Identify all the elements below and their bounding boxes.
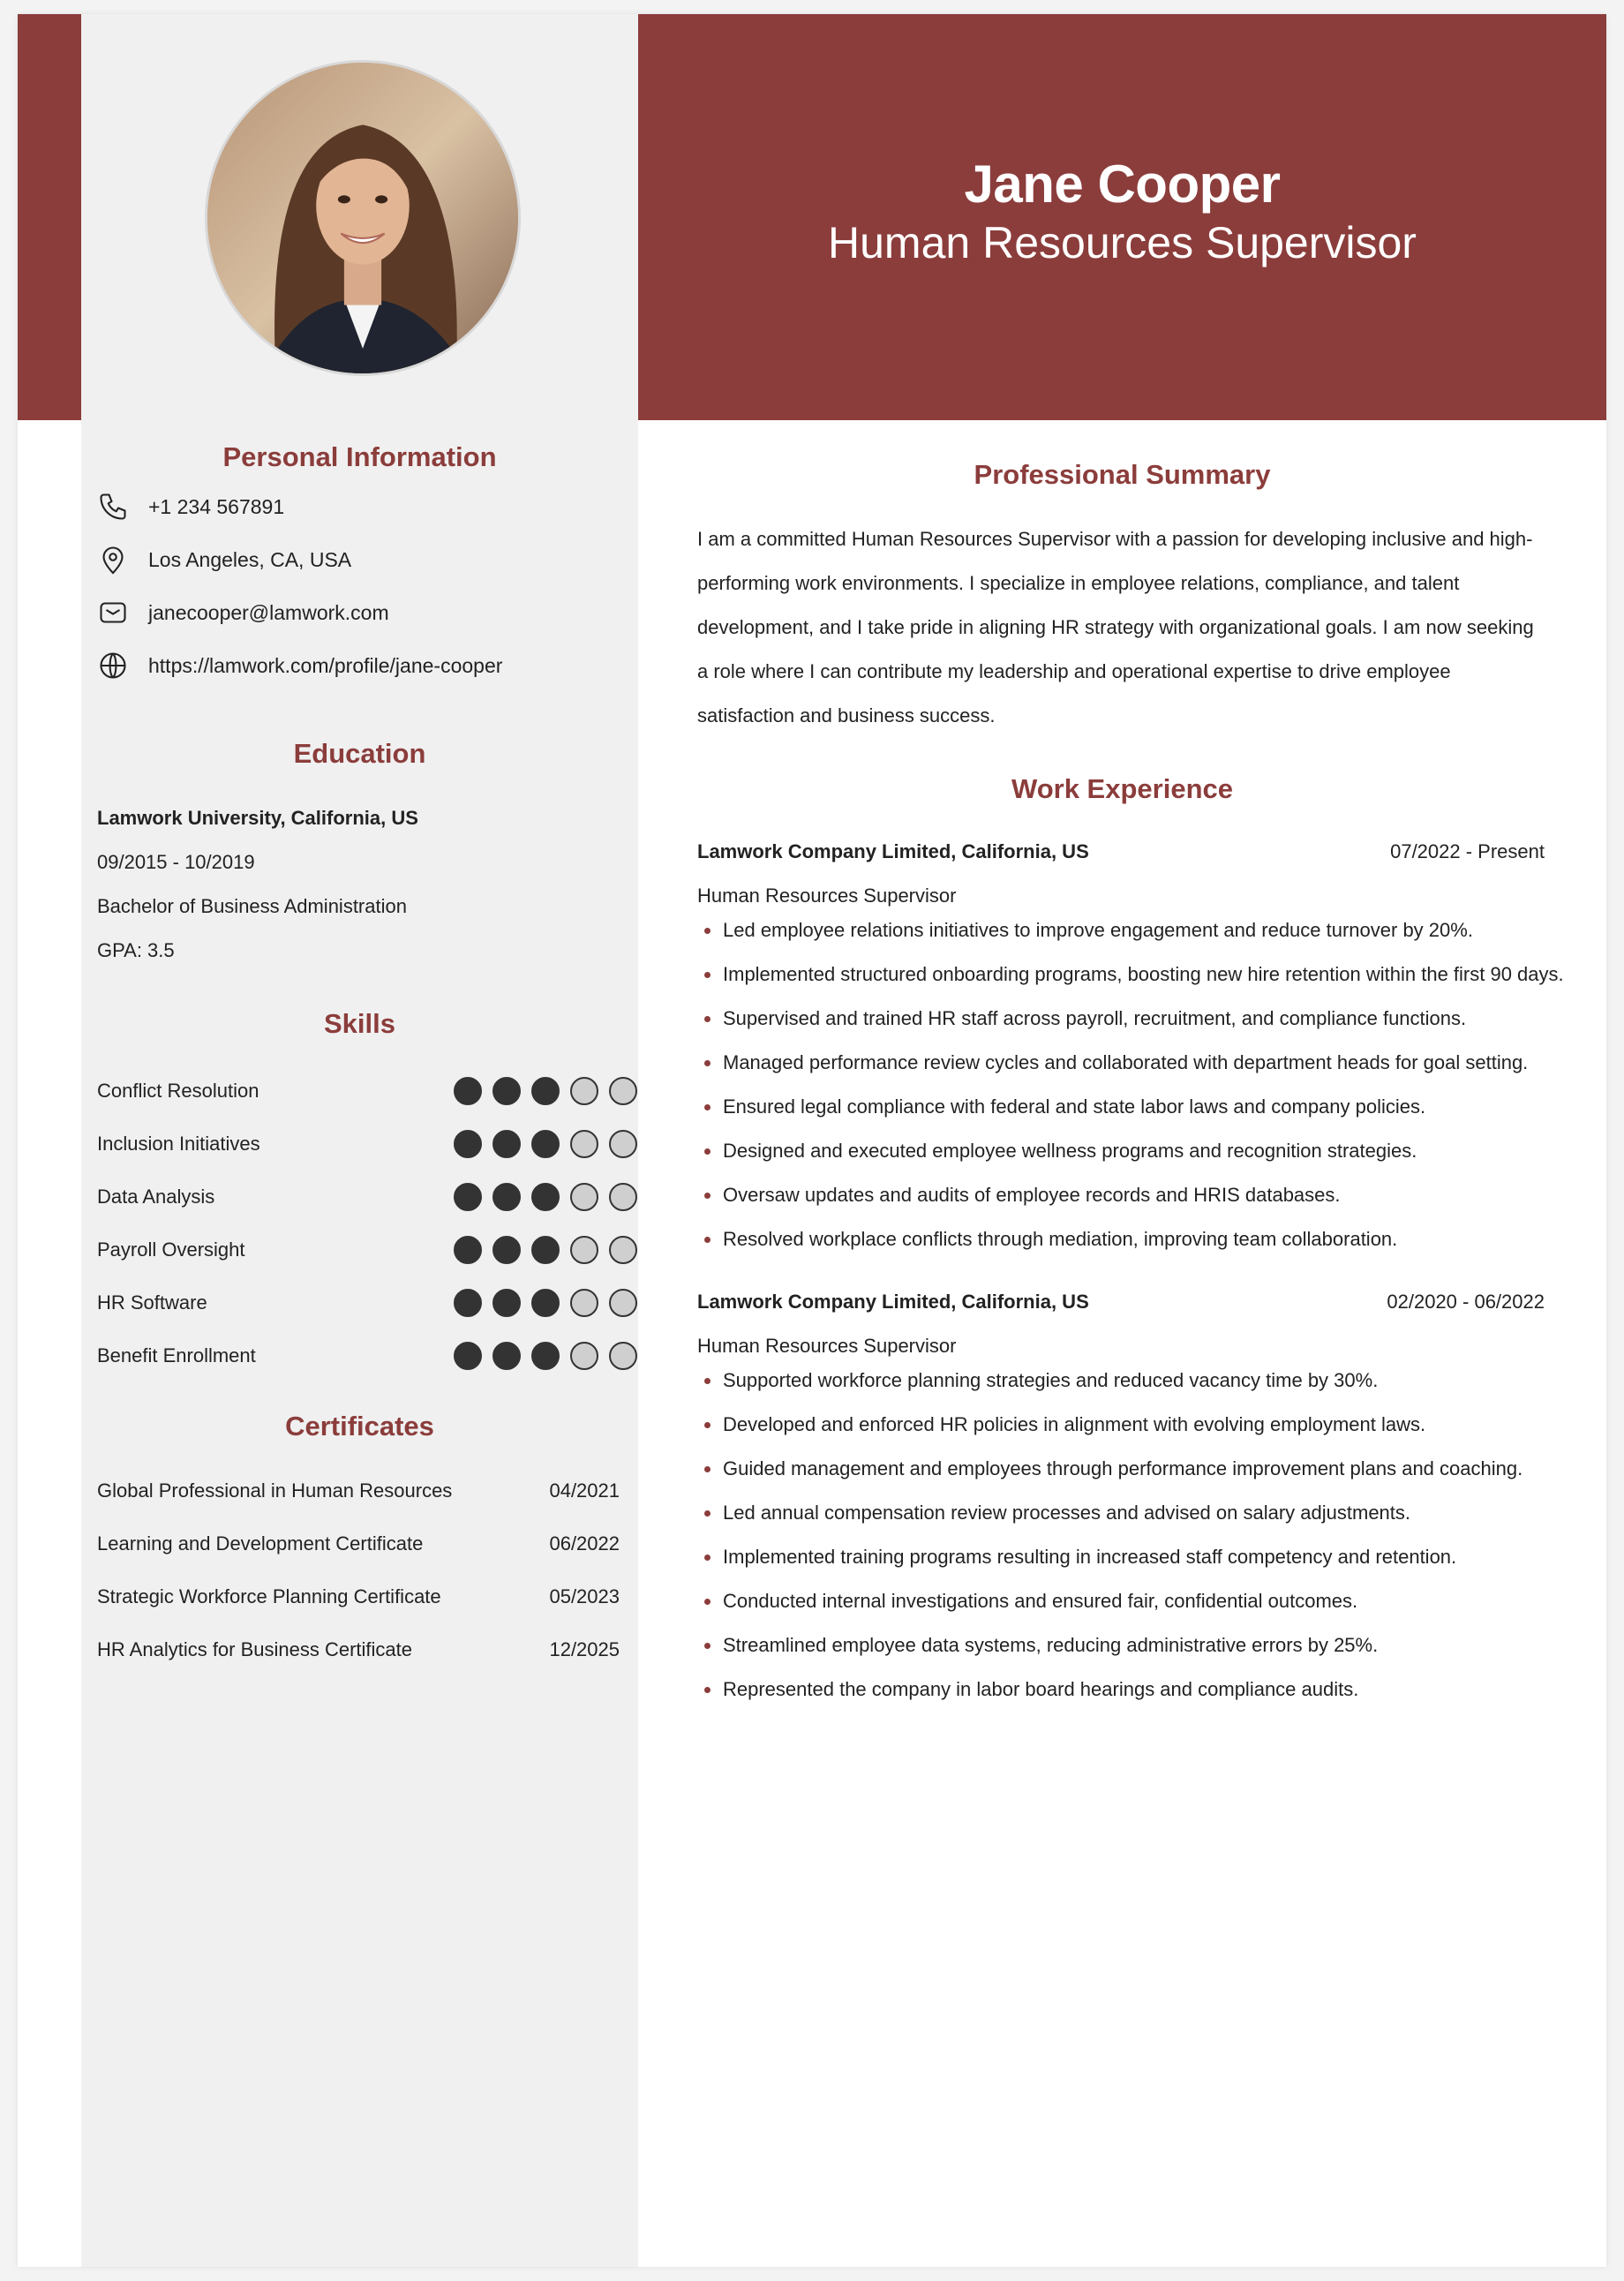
rating-dot-filled [492, 1289, 521, 1317]
contact-website [95, 646, 625, 685]
job-company: Lamwork Company Limited, California, US [697, 1291, 1089, 1313]
job-header [697, 840, 1545, 863]
job-bullet: Ensured legal compliance with federal and state labor laws and company policies. [697, 1091, 1571, 1135]
job-bullet: Developed and enforced HR policies in alignment with evolving employment laws. [697, 1409, 1571, 1453]
certificate-name: Strategic Workforce Planning Certificate [97, 1585, 441, 1607]
rating-dot-empty [609, 1289, 637, 1317]
skill-name: Conflict Resolution [97, 1080, 259, 1102]
rating-dot-filled [531, 1130, 560, 1158]
rating-dot-filled [454, 1077, 482, 1105]
certificate-item [97, 1638, 620, 1661]
job-role: Human Resources Supervisor [697, 885, 957, 907]
rating-dot-empty [570, 1077, 598, 1105]
certificate-date: 04/2021 [549, 1479, 620, 1502]
education-degree: Bachelor of Business Administration [97, 895, 407, 917]
rating-dot-empty [609, 1077, 637, 1105]
person-job-title: Human Resources Supervisor [828, 218, 1417, 267]
education-dates: 09/2015 - 10/2019 [97, 851, 255, 873]
job-bullet: Led annual compensation review processes and advised on salary adjustments. [697, 1497, 1571, 1541]
email-icon [95, 595, 131, 630]
contact-location [95, 540, 625, 579]
skill-rating [454, 1130, 637, 1158]
job-bullet: Led employee relations initiatives to improve engagement and reduce turnover by 20%. [697, 915, 1571, 959]
rating-dot-filled [454, 1236, 482, 1264]
skill-row [97, 1179, 637, 1215]
certificate-item [97, 1479, 620, 1502]
job-bullet: Managed performance review cycles and collaborated with department heads for goal setting. [697, 1047, 1571, 1091]
personal-info-heading: Personal Information [222, 441, 497, 472]
skill-rating [454, 1342, 637, 1370]
job-dates: 02/2020 - 06/2022 [1387, 1291, 1545, 1313]
location-pin-icon [95, 542, 131, 577]
education-heading: Education [293, 738, 426, 769]
rating-dot-empty [609, 1342, 637, 1370]
job-bullet: Designed and executed employee wellness programs and recognition strategies. [697, 1135, 1571, 1179]
rating-dot-empty [570, 1342, 598, 1370]
job-bullet: Streamlined employee data systems, reducing administrative errors by 25%. [697, 1630, 1571, 1674]
skills-heading: Skills [324, 1008, 395, 1039]
rating-dot-filled [454, 1183, 482, 1211]
job-company: Lamwork Company Limited, California, US [697, 840, 1089, 862]
skill-rating [454, 1077, 637, 1105]
profile-photo [205, 60, 521, 376]
rating-dot-filled [531, 1236, 560, 1264]
certificate-name: HR Analytics for Business Certificate [97, 1638, 413, 1660]
certificate-date: 05/2023 [549, 1585, 620, 1607]
job-bullet: Guided management and employees through performance improvement plans and coaching. [697, 1453, 1571, 1497]
contact-phone [95, 487, 625, 526]
contact-text[interactable]: janecooper@lamwork.com [148, 600, 389, 624]
certificate-date: 06/2022 [549, 1532, 620, 1555]
rating-dot-empty [570, 1183, 598, 1211]
skill-name: Inclusion Initiatives [97, 1133, 260, 1155]
rating-dot-filled [492, 1130, 521, 1158]
job-header [697, 1291, 1545, 1314]
skill-name: Benefit Enrollment [97, 1344, 256, 1366]
rating-dot-empty [570, 1289, 598, 1317]
skill-rating [454, 1289, 637, 1317]
work-heading: Work Experience [1011, 773, 1233, 804]
rating-dot-filled [531, 1183, 560, 1211]
job-bullet: Implemented structured onboarding programs, boosting new hire retention within the first 90 days. [697, 959, 1571, 1003]
job-bullet: Represented the company in labor board hearings and compliance audits. [697, 1674, 1571, 1718]
contact-text[interactable]: https://lamwork.com/profile/jane-cooper [148, 653, 503, 677]
skill-name: Payroll Oversight [97, 1238, 245, 1261]
job-dates: 07/2022 - Present [1390, 840, 1545, 862]
rating-dot-empty [609, 1236, 637, 1264]
accent-strip [18, 14, 81, 420]
skill-row [97, 1073, 637, 1109]
phone-icon [95, 489, 131, 524]
resume-page [18, 14, 1606, 2267]
skill-rating [454, 1183, 637, 1211]
job-bullet: Conducted internal investigations and ensured fair, confidential outcomes. [697, 1585, 1571, 1630]
education-gpa: GPA: 3.5 [97, 939, 175, 961]
job-bullet: Supported workforce planning strategies and reduced vacancy time by 30%. [697, 1365, 1571, 1409]
rating-dot-filled [531, 1289, 560, 1317]
job-bullets [697, 1365, 1571, 1718]
rating-dot-empty [570, 1236, 598, 1264]
certificate-name: Global Professional in Human Resources [97, 1479, 453, 1502]
skill-row [97, 1285, 637, 1321]
job-bullet: Resolved workplace conflicts through mediation, improving team collaboration. [697, 1223, 1571, 1268]
rating-dot-filled [492, 1342, 521, 1370]
rating-dot-empty [609, 1183, 637, 1211]
contact-email [95, 593, 625, 632]
summary-text: I am a committed Human Resources Supervisor with a passion for developing inclusive and high-performing work environments. I specialize in employee relations, compliance, and talent development, and I take pride in aligning HR strategy with organizational goals. I am now seeking a role where I can contribute my leadership and operational expertise to drive employee satisfaction and business success. [697, 528, 1534, 726]
certificate-item [97, 1532, 620, 1555]
skill-row [97, 1232, 637, 1268]
rating-dot-filled [454, 1130, 482, 1158]
rating-dot-filled [492, 1236, 521, 1264]
person-name: Jane Cooper [964, 154, 1281, 214]
job-bullet: Implemented training programs resulting in increased staff competency and retention. [697, 1541, 1571, 1585]
certificates-heading: Certificates [285, 1411, 434, 1442]
summary-heading: Professional Summary [974, 459, 1271, 490]
job-bullets [697, 915, 1571, 1268]
rating-dot-empty [570, 1130, 598, 1158]
certificate-item [97, 1585, 620, 1608]
education-school: Lamwork University, California, US [97, 807, 418, 829]
skill-name: Data Analysis [97, 1186, 215, 1208]
rating-dot-filled [454, 1289, 482, 1317]
rating-dot-filled [492, 1077, 521, 1105]
header-title-block [638, 155, 1606, 267]
certificate-date: 12/2025 [549, 1638, 620, 1660]
skill-rating [454, 1236, 637, 1264]
certificate-name: Learning and Development Certificate [97, 1532, 424, 1555]
rating-dot-filled [492, 1183, 521, 1211]
rating-dot-filled [531, 1077, 560, 1105]
job-bullet: Oversaw updates and audits of employee records and HRIS databases. [697, 1179, 1571, 1223]
job-bullet: Supervised and trained HR staff across payroll, recruitment, and compliance functions. [697, 1003, 1571, 1047]
contact-text[interactable]: +1 234 567891 [148, 494, 285, 518]
skill-row [97, 1338, 637, 1374]
contact-text: Los Angeles, CA, USA [148, 547, 352, 571]
job-role: Human Resources Supervisor [697, 1335, 957, 1357]
rating-dot-filled [454, 1342, 482, 1370]
skill-name: HR Software [97, 1291, 207, 1314]
rating-dot-empty [609, 1130, 637, 1158]
rating-dot-filled [531, 1342, 560, 1370]
globe-icon [95, 648, 131, 683]
skill-row [97, 1126, 637, 1162]
